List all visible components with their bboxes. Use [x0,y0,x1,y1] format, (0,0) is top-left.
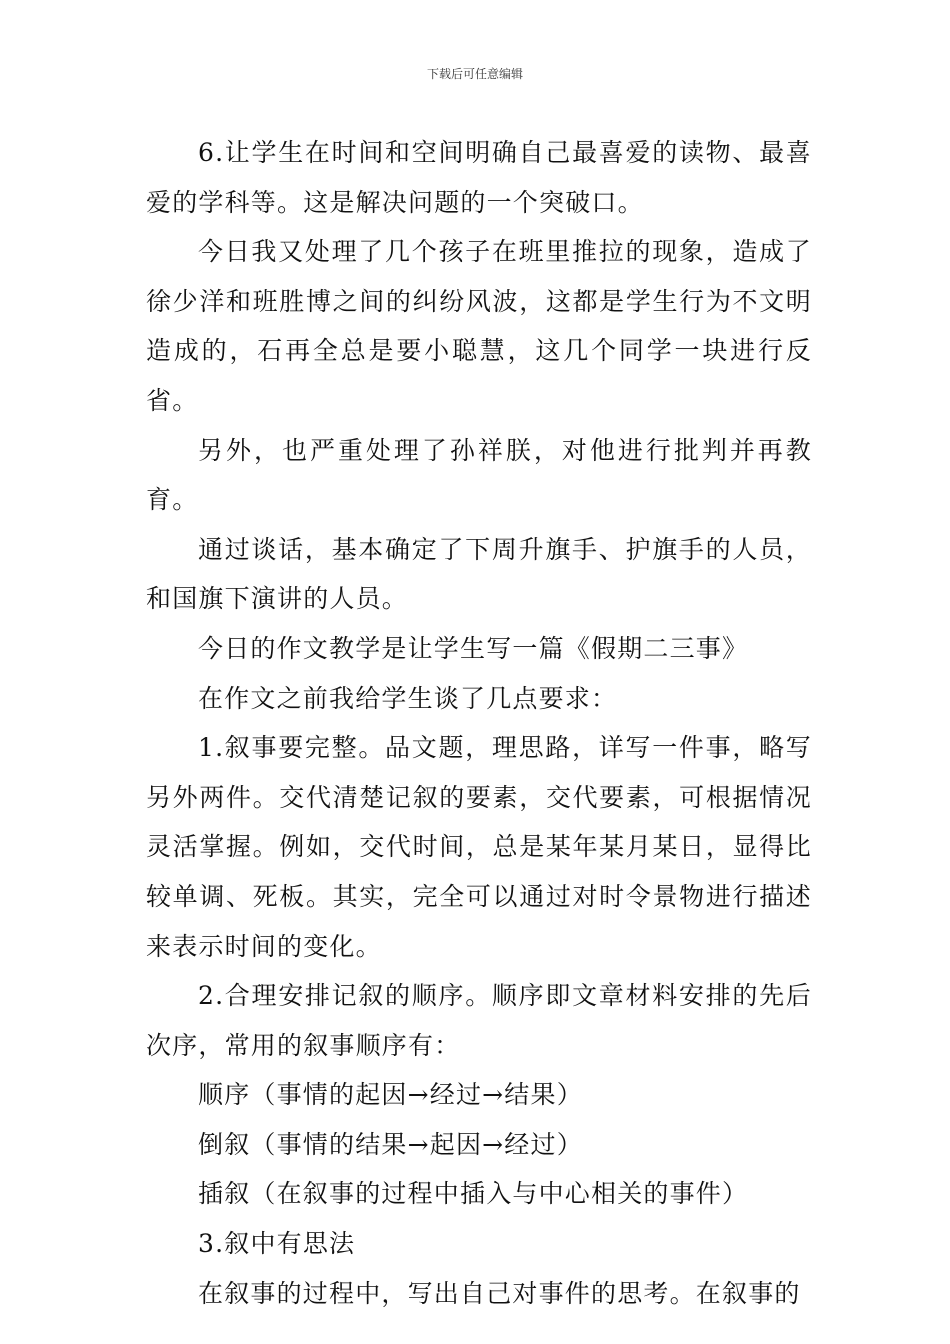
paragraph: 今日的作文教学是让学生写一篇《假期二三事》 [198,633,749,663]
paragraph: 在作文之前我给学生谈了几点要求： [198,683,618,713]
document-body [146,128,812,1318]
paragraph: 另外，也严重处理了孙祥朕，对他进行批判并再教育。 [146,435,812,515]
page-header: 下载后可任意编辑 [426,67,523,81]
paragraph: 顺序（事情的起因→经过→结果） [198,1080,583,1110]
paragraph: 插叙（在叙事的过程中插入与中心相关的事件） [198,1179,749,1209]
paragraph: 在叙事的过程中，写出自己对事件的思考。在叙事的 [198,1278,801,1308]
paragraph: 倒叙（事情的结果→起因→经过） [198,1129,583,1159]
paragraph: 今日我又处理了几个孩子在班里推拉的现象，造成了徐少洋和班胜博之间的纠纷风波，这都是学生行为不文明造成的，石再全总是要小聪慧，这几个同学一块进行反省。 [146,237,812,415]
paragraph: 3.叙中有思法 [198,1229,356,1259]
paragraph: 通过谈话，基本确定了下周升旗手、护旗手的人员，和国旗下演讲的人员。 [146,534,812,614]
paragraph: 1.叙事要完整。品文题，理思路，详写一件事，略写另外两件。交代清楚记叙的要素，交代要素，可根据情况灵活掌握。例如，交代时间，总是某年某月某日，显得比较单调、死板。其实，完全可以通过对时令景物进行描述来表示时间的变化。 [146,733,812,961]
paragraph: 6.让学生在时间和空间明确自己最喜爱的读物、最喜爱的学科等。这是解决问题的一个突破口。 [146,138,812,217]
paragraph: 2.合理安排记叙的顺序。顺序即文章材料安排的先后次序，常用的叙事顺序有： [146,981,812,1060]
